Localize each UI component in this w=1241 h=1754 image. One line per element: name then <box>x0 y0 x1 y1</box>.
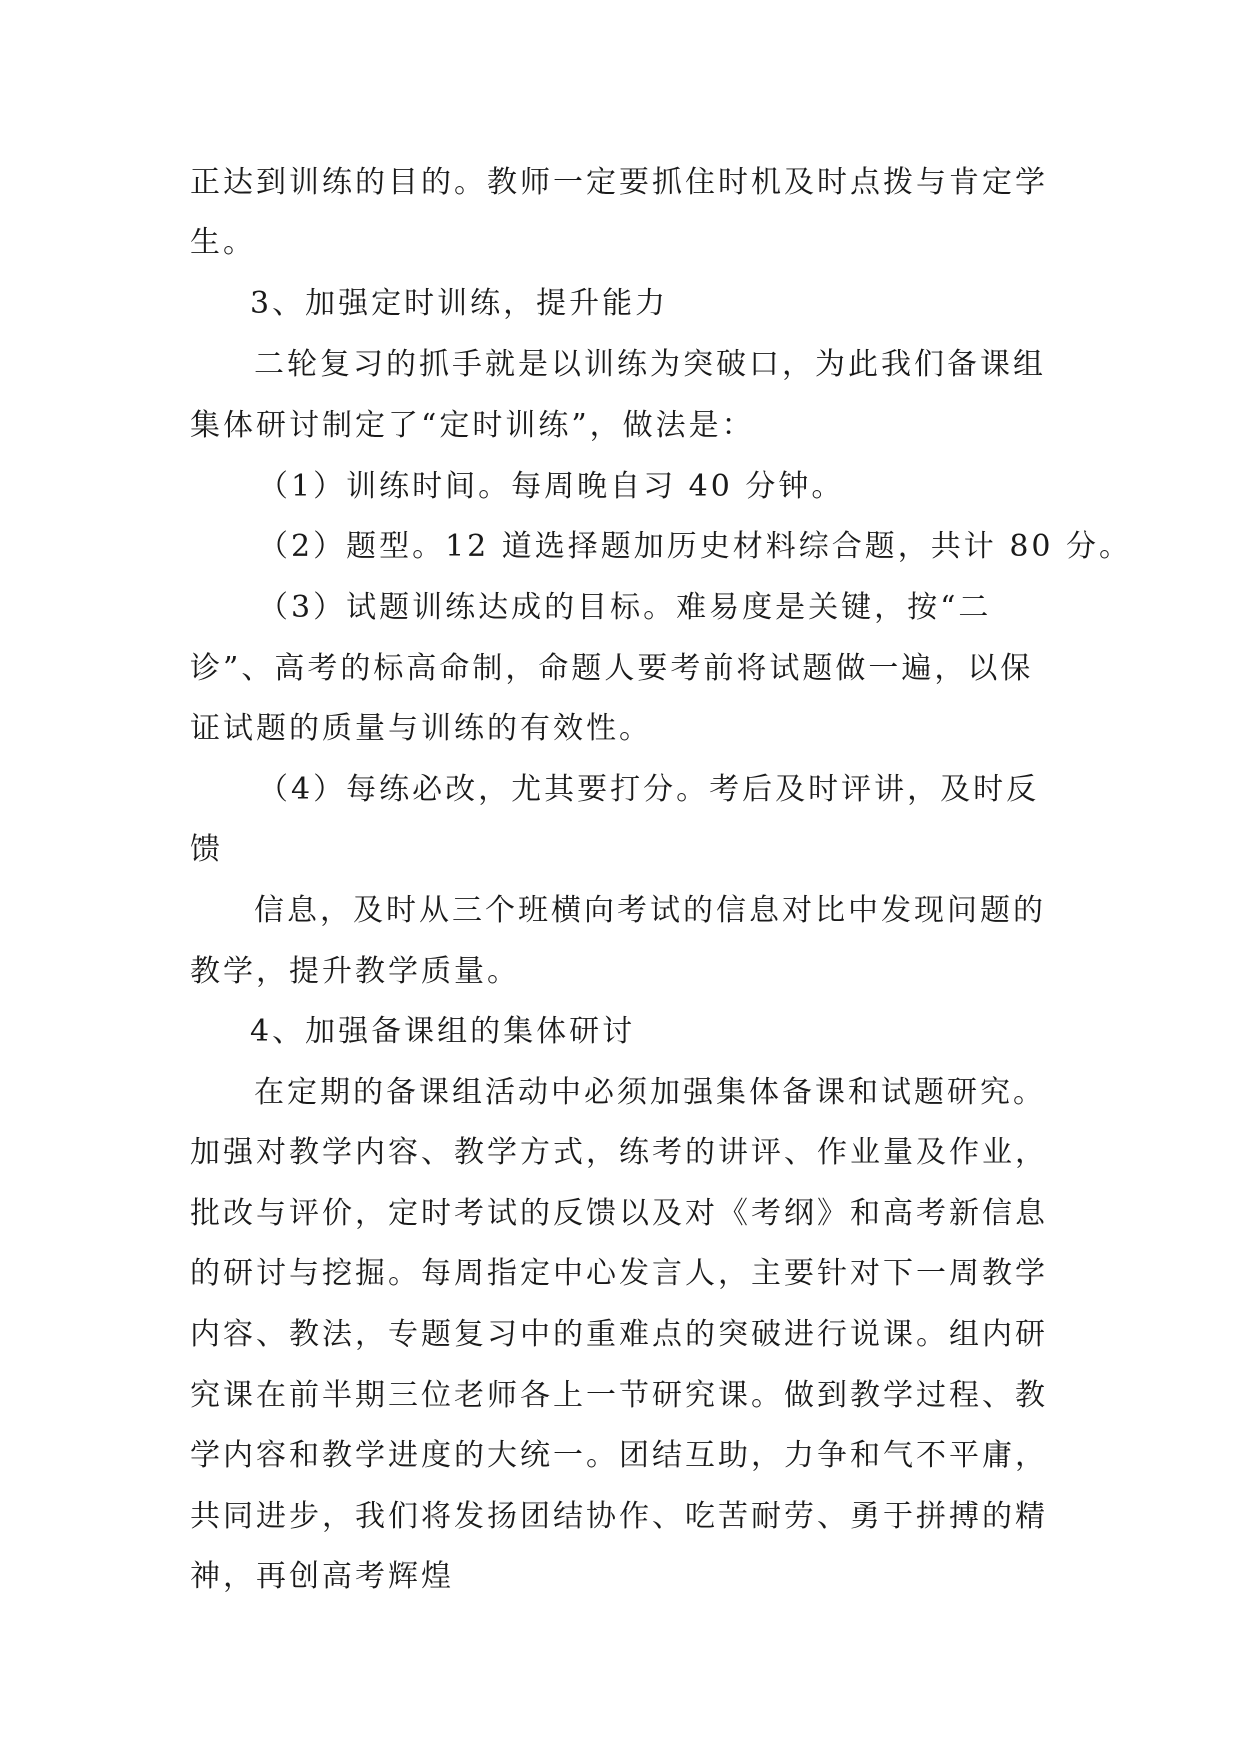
text-line: 在定期的备课组活动中必须加强集体备课和试题研究。 <box>254 1075 1046 1110</box>
text-line: 共同进步，我们将发扬团结协作、吃苦耐劳、勇于拼搏的精 <box>190 1499 1048 1534</box>
text-line: 诊”、高考的标高命制，命题人要考前将试题做一遍，以保 <box>190 651 1034 686</box>
text-line: 学内容和教学进度的大统一。团结互助，力争和气不平庸， <box>190 1438 1048 1473</box>
list-item-4: （4）每练必改，尤其要打分。考后及时评讲，及时反 <box>258 772 1040 807</box>
text-line: 馈 <box>190 832 223 867</box>
text-line: 批改与评价，定时考试的反馈以及对《考纲》和高考新信息 <box>190 1196 1048 1231</box>
text-line: 生。 <box>190 225 256 260</box>
text-line: 正达到训练的目的。教师一定要抓住时机及时点拨与肯定学 <box>190 165 1048 200</box>
text-line: 究课在前半期三位老师各上一节研究课。做到教学过程、教 <box>190 1378 1048 1413</box>
list-item-3: （3）试题训练达成的目标。难易度是关键，按“二 <box>258 590 992 625</box>
section-heading-4: 4、加强备课组的集体研讨 <box>250 1014 636 1049</box>
text-line: 神，再创高考辉煌 <box>190 1559 454 1594</box>
section-heading-3: 3、加强定时训练，提升能力 <box>250 286 669 321</box>
list-item-2: （2）题型。12 道选择题加历史材料综合题，共计 80 分。 <box>258 529 1133 564</box>
text-line: 证试题的质量与训练的有效性。 <box>190 711 652 746</box>
text-line: 内容、教法，专题复习中的重难点的突破进行说课。组内研 <box>190 1317 1048 1352</box>
text-line: 集体研讨制定了“定时训练”，做法是： <box>190 408 755 443</box>
text-line: 二轮复习的抓手就是以训练为突破口，为此我们备课组 <box>254 347 1046 382</box>
text-line: 教学，提升教学质量。 <box>190 954 520 989</box>
text-line: 信息，及时从三个班横向考试的信息对比中发现问题的 <box>254 893 1046 928</box>
list-item-1: （1）训练时间。每周晚自习 40 分钟。 <box>258 469 845 504</box>
text-line: 的研讨与挖掘。每周指定中心发言人，主要针对下一周教学 <box>190 1256 1048 1291</box>
text-line: 加强对教学内容、教学方式，练考的讲评、作业量及作业， <box>190 1135 1048 1170</box>
